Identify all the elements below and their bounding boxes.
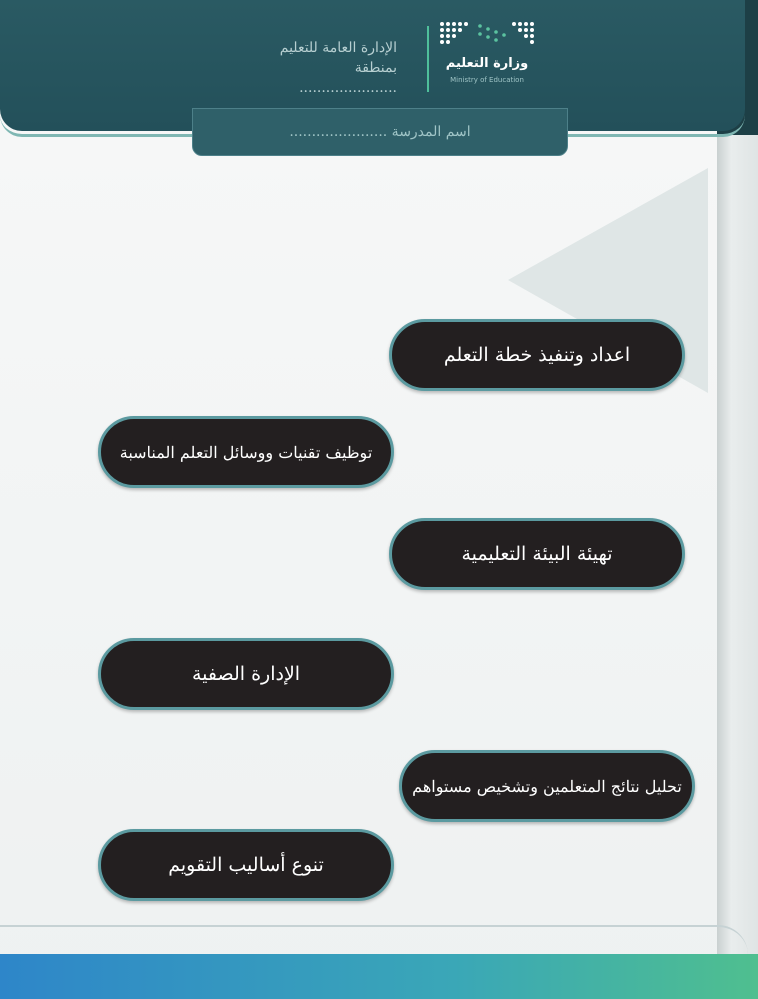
- school-name-text: اسم المدرسة ......................: [289, 124, 471, 140]
- logo-divider: [427, 26, 429, 92]
- logo-text-arabic: وزارة التعليم: [445, 56, 529, 71]
- logo-text-english: Ministry of Education: [450, 76, 524, 84]
- pill-learning-technologies: [98, 416, 394, 488]
- admin-line-1: الإدارة العامة للتعليم: [279, 40, 397, 56]
- pill-analyze-results: [399, 750, 695, 822]
- pill-label: تهيئة البيئة التعليمية: [461, 543, 613, 565]
- school-name-bar: [192, 108, 568, 156]
- admin-region-text: [255, 38, 397, 98]
- pill-label: تحليل نتائج المتعلمين وتشخيص مستواهم: [412, 776, 682, 796]
- pill-assessment-methods: [98, 829, 394, 901]
- admin-line-2: بمنطقة ......................: [299, 60, 397, 96]
- page-edge: [717, 0, 758, 999]
- pill-label: تنوع أساليب التقويم: [168, 854, 324, 876]
- pill-learning-environment: [389, 518, 685, 590]
- pill-label: اعداد وتنفيذ خطة التعلم: [443, 344, 631, 366]
- pill-learning-plan: [389, 319, 685, 391]
- pill-label: توظيف تقنيات ووسائل التعلم المناسبة: [119, 442, 373, 462]
- pill-classroom-management: [98, 638, 394, 710]
- pill-label: الإدارة الصفية: [191, 663, 301, 685]
- footer-gradient-bar: [0, 954, 758, 999]
